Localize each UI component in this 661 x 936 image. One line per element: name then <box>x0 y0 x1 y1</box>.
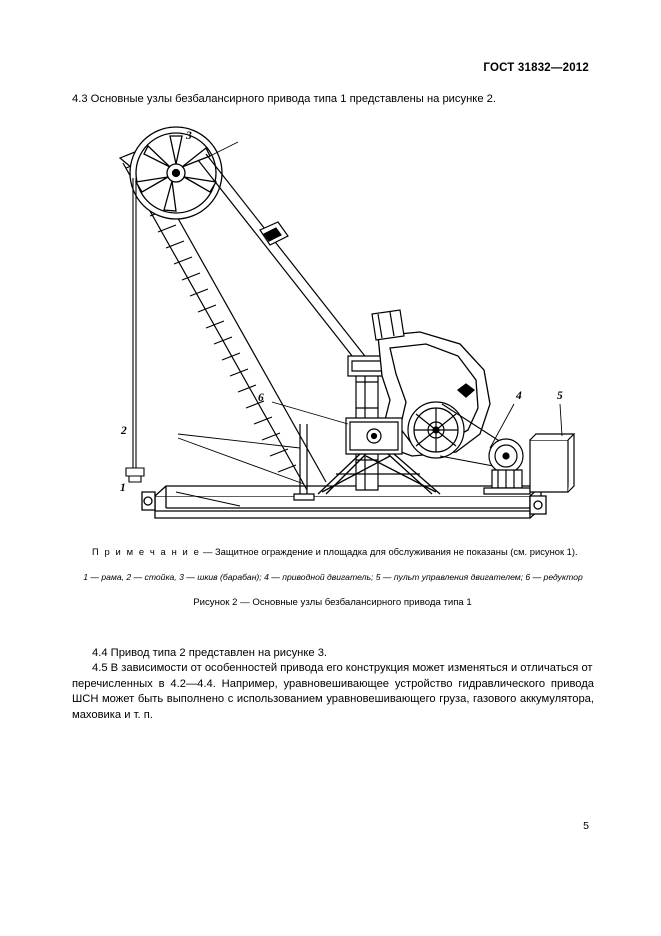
reducer-gearbox <box>346 418 402 454</box>
traction-belt <box>198 154 368 366</box>
figure-caption: Рисунок 2 — Основные узлы безбалансирного привода типа 1 <box>193 597 472 608</box>
callout-6: 6 <box>258 392 264 404</box>
figure-legend <box>63 571 603 583</box>
callout-2: 2 <box>121 425 127 437</box>
housing-bracket <box>372 310 404 340</box>
control-panel <box>530 434 574 492</box>
callout-5: 5 <box>557 390 563 402</box>
page-number: 5 <box>583 820 589 832</box>
drive-pulley <box>408 402 464 458</box>
suspension-cable <box>126 178 144 482</box>
standard-header: ГОСТ 31832—2012 <box>483 62 589 74</box>
figure-2-drawing <box>60 118 605 528</box>
figure-note <box>92 545 582 558</box>
paragraph-4-4: 4.4 Привод типа 2 представлен на рисунке 3. <box>92 647 328 659</box>
paragraph-4-5-line1: 4.5 В зависимости от особенностей привода его конструкция может изменяться и отличаться от <box>92 662 593 674</box>
paragraph-4-5-rest: перечисленных в 4.2—4.4. Например, уравновешивающее устройство гидравлического привода ШСН может быть выполнено с использованием уравновешивающего груза, газового аккумулятора, маховика и т. п. <box>72 677 594 721</box>
figure-legend-text: 1 — рама, 2 — стойка, 3 — шкив (барабан); 4 — приводной двигатель; 5 — пульт управления двигателем; 6 — редуктор <box>83 572 583 582</box>
paragraph-4-5 <box>72 661 594 723</box>
callout-4: 4 <box>516 390 522 402</box>
callout-3: 3 <box>186 130 192 142</box>
figure-note-label: П р и м е ч а н и е <box>92 546 201 557</box>
paragraph-4-3: 4.3 Основные узлы безбалансирного привода типа 1 представлены на рисунке 2. <box>72 93 496 105</box>
figure-note-text: — Защитное ограждение и площадка для обслуживания не показаны (см. рисунок 1). <box>200 546 578 557</box>
callout-1: 1 <box>120 482 126 494</box>
